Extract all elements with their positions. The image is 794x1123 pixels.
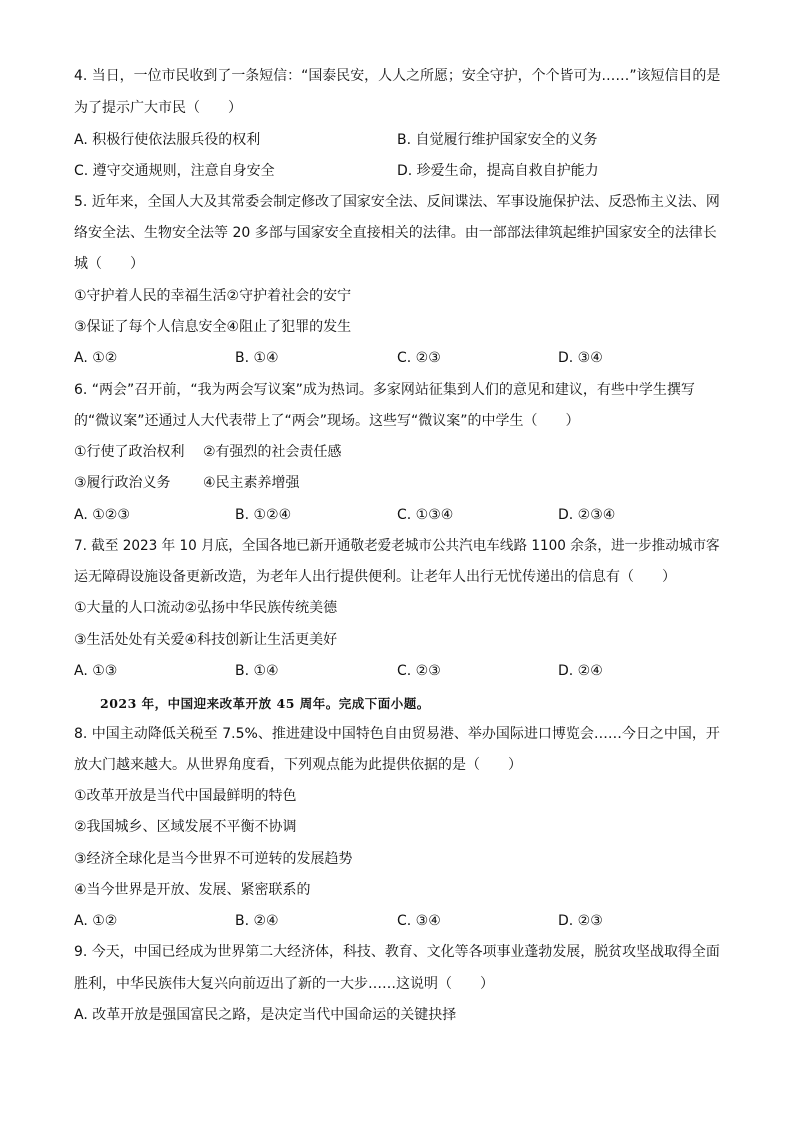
q8-statement-2: ②我国城乡、区域发展不平衡不协调: [74, 819, 297, 835]
group-intro: 2023 年，中国迎来改革开放 45 周年。完成下面小题。: [100, 696, 430, 711]
q7-stem-line2: 运无障碍设施设备更新改造，为老年人出行提供便利。让老年人出行无忧传递出的信息有（ ）: [74, 569, 676, 585]
q5-option-b: B. ①④: [235, 350, 279, 366]
q6-option-b: B. ①②④: [235, 507, 292, 523]
q9-stem-line2: 胜利，中华民族伟大复兴向前迈出了新的一大步……这说明（ ）: [74, 976, 494, 992]
q5-statement-2: ③保证了每个人信息安全④阻止了犯罪的发生: [74, 319, 352, 335]
q7-option-c: C. ②③: [397, 663, 441, 679]
q7-option-b: B. ①④: [235, 663, 279, 679]
q4-option-a: A. 积极行使依法服兵役的权利: [74, 132, 261, 148]
q6-option-d: D. ②③④: [558, 507, 616, 523]
q8-option-b: B. ②④: [235, 913, 279, 929]
q7-statement-1: ①大量的人口流动②弘扬中华民族传统美德: [74, 600, 338, 616]
q5-stem-line2: 络安全法、生物安全法等 20 多部与国家安全直接相关的法律。由一部部法律筑起维护国家安全的法律长: [74, 225, 717, 241]
q4-stem-line1: 4. 当日，一位市民收到了一条短信：“国泰民安，人人之所愿；安全守护，个个皆可为……”该短信目的是: [74, 68, 721, 84]
q6-statement-1: ①行使了政治权利 ②有强烈的社会责任感: [74, 444, 342, 460]
q9-option-a: A. 改革开放是强国富民之路，是决定当代中国命运的关键抉择: [74, 1007, 457, 1023]
q7-option-d: D. ②④: [558, 663, 603, 679]
q6-option-c: C. ①③④: [397, 507, 454, 523]
q8-statement-4: ④当今世界是开放、发展、紧密联系的: [74, 882, 311, 898]
q7-statement-2: ③生活处处有关爱④科技创新让生活更美好: [74, 632, 338, 648]
q5-stem-line3: 城（ ）: [74, 256, 144, 272]
q8-stem-line2: 放大门越来越大。从世界角度看，下列观点能为此提供依据的是（ ）: [74, 757, 522, 773]
q6-statement-2: ③履行政治义务 ④民主素养增强: [74, 475, 300, 491]
q4-option-d: D. 珍爱生命，提高自救自护能力: [397, 163, 599, 179]
q8-option-a: A. ①②: [74, 913, 118, 929]
q6-option-a: A. ①②③: [74, 507, 130, 523]
q5-statement-1: ①守护着人民的幸福生活②守护着社会的安宁: [74, 288, 352, 304]
q7-stem-line1: 7. 截至 2023 年 10 月底，全国各地已新开通敬老爱老城市公共汽电车线路 1100 余条，进一步推动城市客: [74, 538, 720, 554]
q5-option-a: A. ①②: [74, 350, 118, 366]
q8-statement-1: ①改革开放是当代中国最鲜明的特色: [74, 788, 297, 804]
q4-option-c: C. 遵守交通规则，注意自身安全: [74, 163, 275, 179]
q5-option-d: D. ③④: [558, 350, 603, 366]
q6-stem-line1: 6. “两会”召开前，“我为两会写议案”成为热词。多家网站征集到人们的意见和建议，有些中学生撰写: [74, 382, 695, 398]
q9-stem-line1: 9. 今天，中国已经成为世界第二大经济体，科技、教育、文化等各项事业蓬勃发展，脱贫攻坚战取得全面: [74, 944, 720, 960]
q5-option-c: C. ②③: [397, 350, 441, 366]
q7-option-a: A. ①③: [74, 663, 118, 679]
q4-option-b: B. 自觉履行维护国家安全的义务: [397, 132, 598, 148]
q5-stem-line1: 5. 近年来，全国人大及其常委会制定修改了国家安全法、反间谍法、军事设施保护法、反恐怖主义法、网: [74, 194, 720, 210]
q6-stem-line2: 的“微议案”还通过人大代表带上了“两会”现场。这些写“微议案”的中学生（ ）: [74, 413, 580, 429]
q8-option-c: C. ③④: [397, 913, 441, 929]
q4-stem-line2: 为了提示广大市民（ ）: [74, 100, 242, 116]
q8-option-d: D. ②③: [558, 913, 603, 929]
q8-stem-line1: 8. 中国主动降低关税至 7.5%、推进建设中国特色自由贸易港、举办国际进口博览会……今日之中国，开: [74, 726, 720, 742]
q8-statement-3: ③经济全球化是当今世界不可逆转的发展趋势: [74, 851, 353, 867]
